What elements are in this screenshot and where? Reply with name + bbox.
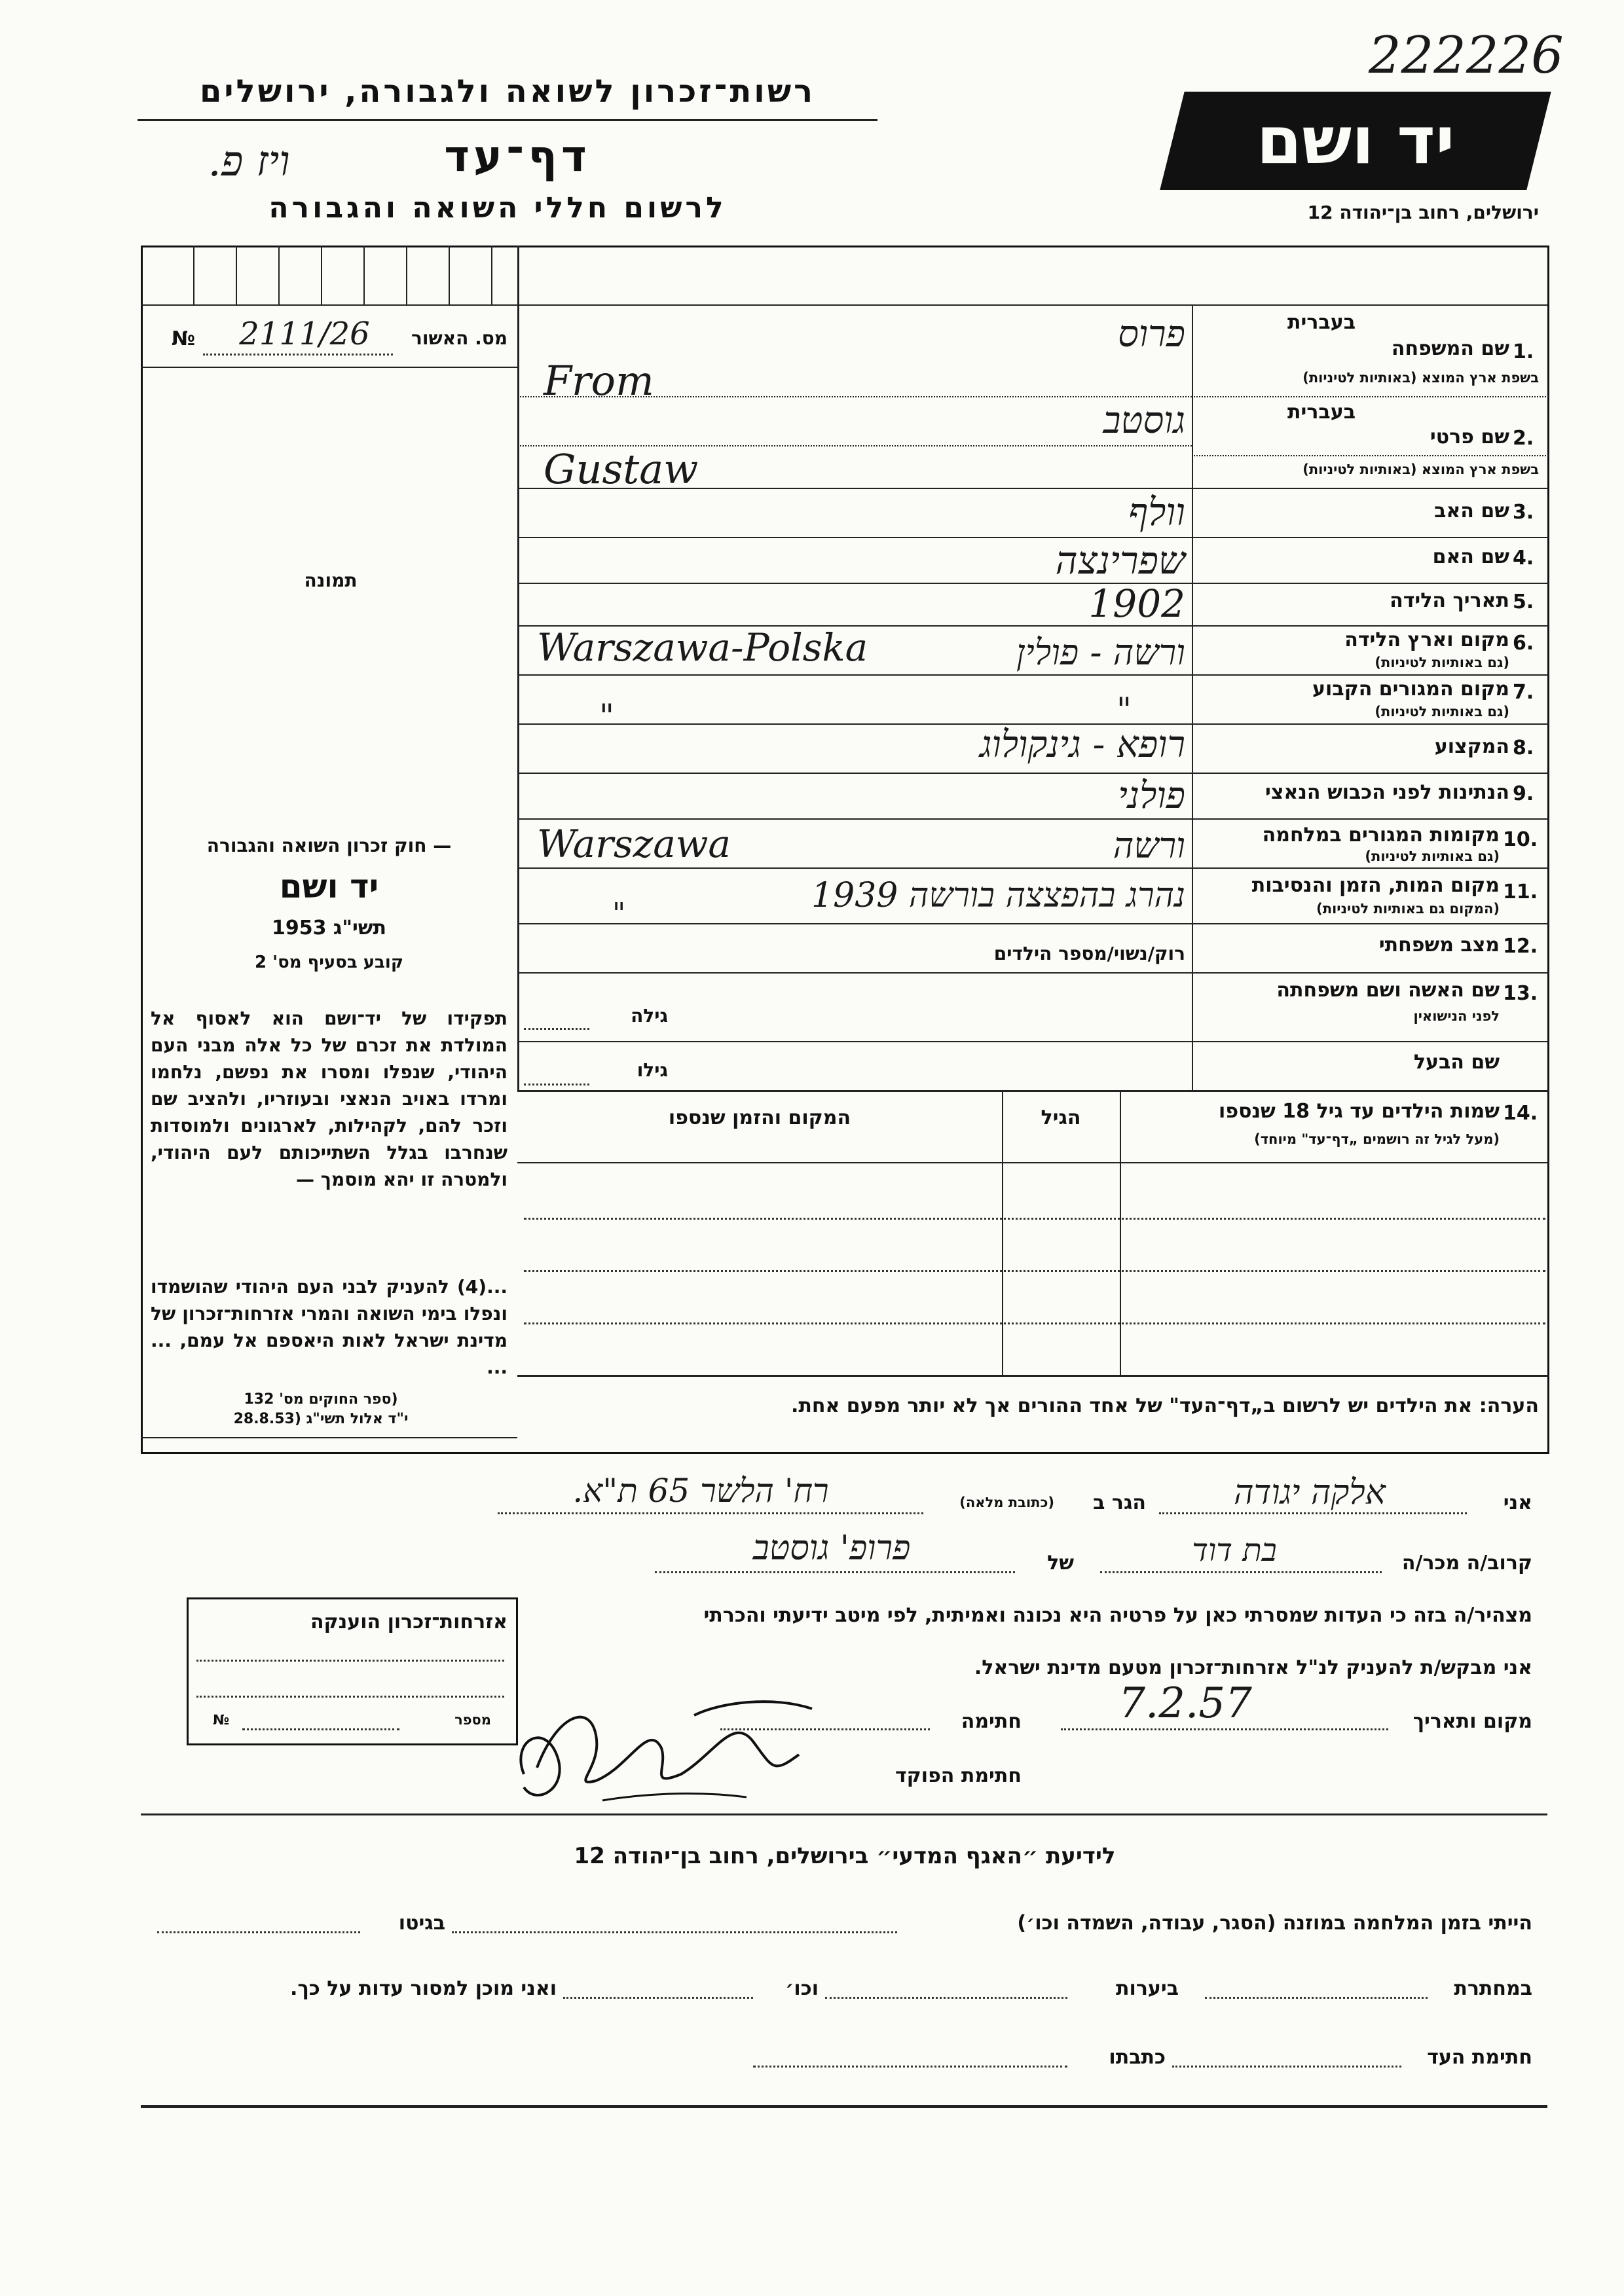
field-7-label: מקום המגורים הקבוע xyxy=(1312,678,1509,701)
children-col-place: המקום והזמן שנספו xyxy=(668,1106,851,1129)
declaration-address-hint: (כתובת מלאה) xyxy=(959,1495,1054,1510)
handwritten-number: 222226 xyxy=(1369,26,1564,85)
field-6-value-hebrew[interactable]: ורשה - פולין xyxy=(1016,632,1185,673)
footer-witness-sig: חתימת העד xyxy=(1427,2046,1532,2069)
declaration-of-value[interactable]: פרופ' גוסטב xyxy=(752,1529,911,1568)
declaration-ani-value[interactable]: אלקה יגודה xyxy=(1234,1473,1386,1512)
citizenship-box-title: אזרחות־זכרון הוענקה xyxy=(310,1611,507,1633)
declaration-of: של xyxy=(1047,1552,1074,1575)
org-line: רשות־זכרון לשואה ולגבורה, ירושלים xyxy=(199,73,816,110)
footer-address: כתבתו xyxy=(1109,2046,1166,2069)
footer-ghetto: בגיטו xyxy=(398,1912,445,1935)
law-text-2: ...(4) להעניק לבני העם היהודי שהושמדו ונפלו בימי השואה והמרי אזרחות־זכרון של מדינת ישראל לאות היאספם אל עמם, ... ... xyxy=(151,1276,507,1378)
field-4-number: 4. xyxy=(1513,547,1534,570)
law-title: — חוק זכרון השואה והגבורה xyxy=(206,835,452,856)
field-1-sub: בשפת ארץ המוצא (באותיות לטיניות) xyxy=(1302,370,1539,386)
field-6-number: 6. xyxy=(1513,632,1534,655)
field-12-label: מצב משפחתי xyxy=(1378,934,1500,957)
citizenship-box-no-mark: № xyxy=(213,1712,230,1728)
field-10-value-hebrew[interactable]: ורשה xyxy=(1113,825,1185,866)
field-1-label: שם המשפחה xyxy=(1391,337,1509,360)
field-5-value[interactable]: 1902 xyxy=(1088,581,1185,626)
field-3-number: 3. xyxy=(1513,501,1534,524)
declaration-date-value[interactable]: 7.2.57 xyxy=(1118,1679,1252,1728)
field-7-value-right[interactable]: " xyxy=(1116,691,1132,729)
field-12-value[interactable]: רוק/נשוי/מספר הילדים xyxy=(993,943,1185,964)
field-10-number: 10. xyxy=(1503,828,1538,851)
field-7-sub: (גם באותיות לטיניות) xyxy=(1375,704,1509,720)
children-note: הערה: את הילדים יש לרשום ב„דף־העד" של אחד ההורים אך לא יותר מפעם אחת. xyxy=(790,1394,1539,1417)
field-13-age-label: גילה xyxy=(631,1005,668,1027)
declaration-relative-value[interactable]: בת דוד xyxy=(1192,1532,1277,1569)
field-4-value[interactable]: שפרינצה xyxy=(1055,538,1185,583)
declaration-place-date: מקום ותאריך xyxy=(1412,1710,1532,1733)
field-2-value-latin[interactable]: Gustaw xyxy=(544,445,699,493)
field-2-label: שם פרטי xyxy=(1430,426,1509,448)
field-6-label: מקום וארץ הלידה xyxy=(1344,629,1509,651)
handwritten-note: ויז פ. xyxy=(208,137,290,186)
photo-label: תמונה xyxy=(304,570,358,591)
field-1-hebrew-tag: בעברית xyxy=(1287,311,1356,334)
logo xyxy=(1160,92,1551,190)
field-13-number: 13. xyxy=(1503,982,1538,1005)
field-10-value-latin[interactable]: Warszawa xyxy=(537,822,731,866)
field-8-label: המקצוע xyxy=(1434,735,1509,758)
law-ref-2: י"ד אלול תשי"ג (28.8.53 xyxy=(233,1411,409,1427)
field-2-sub: בשפת ארץ המוצא (באותיות לטיניות) xyxy=(1302,462,1539,477)
field-6-value-latin[interactable]: Warszawa-Polska xyxy=(537,625,868,670)
declaration-signature: חתימה xyxy=(961,1710,1022,1733)
law-text: תפקידו של יד־ושם הוא לאסוף אל המולדת את זכרם של כל אלה מבני העם היהודי, שנפלו ומסרו את נפשם, נלחמו ומרדו באויב הנאצי ובעוזריו, ולהציב שם וזכר להם, לקהילות, לארגונים ולמוסדות שנחרבו בגלל השתייכותם לעם היהודי, ולמטרה זו יהא מוסמך — xyxy=(151,1008,507,1190)
logo-text: יד ושם xyxy=(1256,102,1455,179)
form-subtitle: לרשום חללי השואה והגבורה xyxy=(268,191,727,225)
declaration-ani: אני xyxy=(1503,1491,1532,1514)
field-8-number: 8. xyxy=(1513,737,1534,759)
declaration-address-value[interactable]: רח' הלשר 65 ת"א. xyxy=(572,1472,829,1510)
field-2-hebrew-tag: בעברית xyxy=(1287,401,1356,424)
field-7-number: 7. xyxy=(1513,681,1534,704)
field-3-label: שם האב xyxy=(1434,500,1509,522)
field-11-value-quote[interactable]: " xyxy=(612,897,626,930)
field-9-value[interactable]: פולני xyxy=(1118,774,1185,817)
field-5-label: תאריך הלידה xyxy=(1390,589,1509,612)
footer-forests: ביערות xyxy=(1116,1977,1179,2000)
declaration-relative: קרוב/ה מכר/ה xyxy=(1401,1552,1532,1575)
field-13-label: שם האשה ושם משפחתה xyxy=(1276,979,1500,1002)
children-sub: (מעל לגיל זה רושמים „דף־עד" מיוחד) xyxy=(1254,1131,1500,1147)
signature-scribble xyxy=(498,1676,864,1820)
footer-title: לידיעת ״האגף המדעי״ בירושלים, רחוב בן־יהודה 12 xyxy=(574,1843,1116,1869)
field-2-number: 2. xyxy=(1513,427,1534,450)
footer-line-1: הייתי בזמן המלחמה במוזנה (הסגר, עבודה, השמדה וכו׳) xyxy=(1017,1912,1532,1935)
law-year: תשי"ג 1953 xyxy=(271,917,387,939)
children-label: שמות הילדים עד גיל 18 שנספו xyxy=(1219,1100,1500,1123)
husband-label: שם הבעל xyxy=(1413,1051,1500,1074)
registration-value[interactable]: 2111/26 xyxy=(239,316,370,352)
field-9-label: הנתינות לפני הכבוש הנאצי xyxy=(1265,781,1509,804)
law-ref-1: (ספר החוקים מס' 132 xyxy=(244,1391,398,1408)
declaration-official-sig: חתימת הפוקד xyxy=(895,1764,1022,1787)
field-11-sub: (המקום גם באותיות לטיניות) xyxy=(1316,901,1500,917)
field-13-sub: לפני הנישואין xyxy=(1413,1008,1500,1024)
field-11-number: 11. xyxy=(1503,881,1538,903)
footer-etc: וכו׳ xyxy=(785,1977,819,2000)
form-title: דף־עד xyxy=(444,131,591,181)
husband-age-label: גילו xyxy=(637,1059,668,1081)
citizenship-box-number: מספר xyxy=(454,1712,491,1728)
footer-ready: ואני מוכן למסור עדות על כך. xyxy=(290,1977,557,2000)
field-1-value-hebrew[interactable]: פרוס xyxy=(1117,313,1185,355)
field-2-value-hebrew[interactable]: גוסטב xyxy=(1103,399,1185,442)
field-12-number: 12. xyxy=(1503,935,1538,958)
field-11-value[interactable]: נהרג בהפצצה בורשה 1939 xyxy=(811,876,1185,915)
field-1-value-latin[interactable]: From xyxy=(544,357,654,405)
law-name: יד ושם xyxy=(279,867,379,905)
field-8-value[interactable]: רופא - גינקולוג xyxy=(980,723,1185,766)
children-number: 14. xyxy=(1503,1102,1538,1125)
declaration-statement: מצהיר/ה בזה כי העדות שמסרתי כאן על פרטיה היא נכונה ואמיתית, לפי מיטב ידיעתי והכרתי xyxy=(703,1604,1532,1627)
footer-underground: במחתרת xyxy=(1454,1977,1532,2000)
declaration-request: אני מבקש/ת להעניק לנ"ל אזרחות־זכרון מטעם מדינת ישראל. xyxy=(974,1656,1532,1679)
field-9-number: 9. xyxy=(1513,782,1534,805)
field-11-label: מקום המות, הזמן והנסיבות xyxy=(1251,874,1500,897)
field-4-label: שם האם xyxy=(1432,545,1509,568)
registration-label: מס. האשור xyxy=(411,327,507,349)
children-col-age: הגיל xyxy=(1041,1106,1081,1129)
field-10-sub: (גם באותיות לטיניות) xyxy=(1365,848,1500,864)
logo-address: ירושלים, רחוב בן־יהודה 12 xyxy=(1307,202,1539,223)
declaration-resides: הגר ב xyxy=(1093,1491,1146,1514)
law-clause: קובע בסעיף מס' 2 xyxy=(255,953,403,972)
field-10-label: מקומות המגורים במלחמה xyxy=(1262,824,1500,847)
registration-no-mark: № xyxy=(172,327,196,350)
field-6-sub: (גם באותיות לטיניות) xyxy=(1375,655,1509,670)
field-3-value[interactable]: וולף xyxy=(1128,490,1185,534)
field-7-value-left[interactable]: " xyxy=(599,697,614,735)
field-1-number: 1. xyxy=(1513,340,1534,363)
field-5-number: 5. xyxy=(1513,591,1534,613)
